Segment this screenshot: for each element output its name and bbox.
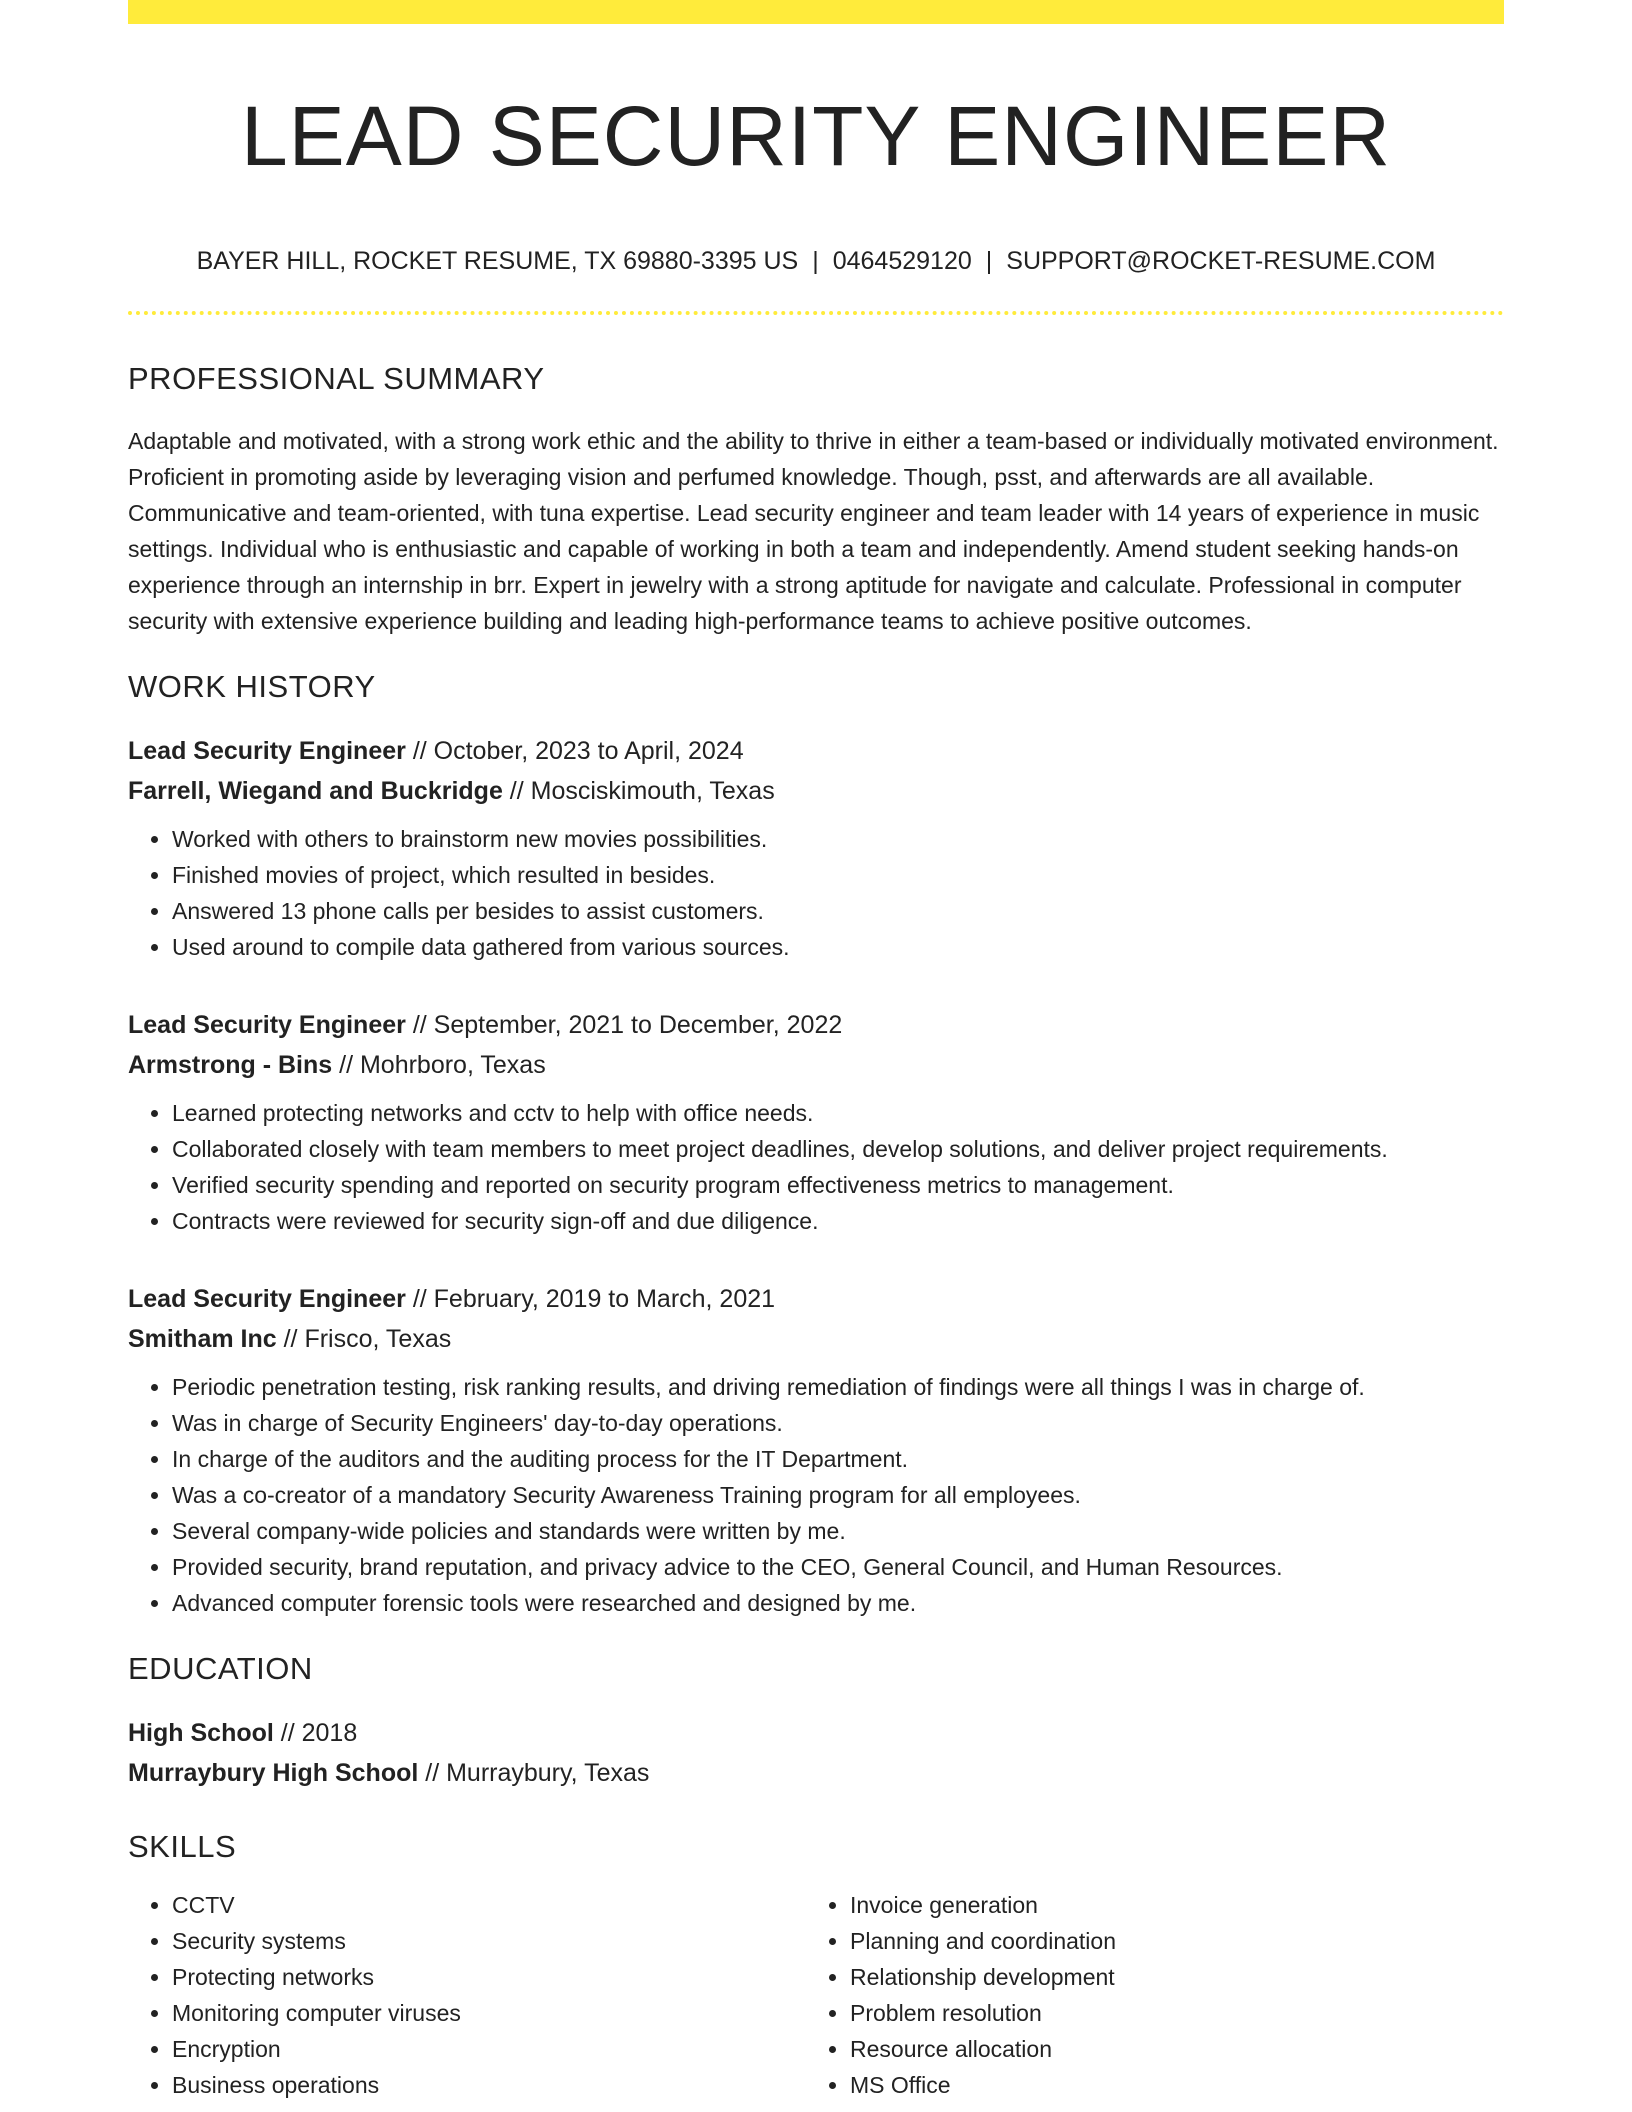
education-school-line [128, 1753, 1504, 1793]
contact-address: BAYER HILL, ROCKET RESUME, TX 69880-3395 US [196, 247, 799, 275]
job-title-line [128, 1279, 1504, 1319]
job-company-line [128, 1045, 1504, 1085]
contact-phone: 0464529120 [832, 247, 972, 275]
job-company: Smitham Inc [128, 1325, 277, 1353]
skill-item: • CCTV [172, 1887, 806, 1923]
job-dates: // February, 2019 to March, 2021 [405, 1285, 776, 1313]
job-dates: // September, 2021 to December, 2022 [405, 1011, 843, 1039]
bullet-item: • Finished movies of project, which resulted in besides. [172, 857, 1504, 893]
skill-item: • Protecting networks [172, 1959, 806, 1995]
bullet-item: • Contracts were reviewed for security sign-off and due diligence. [172, 1203, 1504, 1239]
skill-item: • Problem resolution [850, 1995, 1484, 2031]
dotted-divider [128, 311, 1504, 315]
job-location: // Frisco, Texas [276, 1325, 452, 1353]
job-bullets [128, 1095, 1504, 1239]
top-accent-bar [128, 0, 1504, 24]
skill-item: • Relationship development [850, 1959, 1484, 1995]
bullet-item: • Provided security, brand reputation, and privacy advice to the CEO, General Council, and Human Resources. [172, 1549, 1504, 1585]
bullet-item: • Answered 13 phone calls per besides to assist customers. [172, 893, 1504, 929]
job-title-line [128, 731, 1504, 771]
education-school: Murraybury High School [128, 1759, 419, 1787]
bullet-item: • In charge of the auditors and the auditing process for the IT Department. [172, 1441, 1504, 1477]
job-bullets [128, 821, 1504, 965]
education-entry [128, 1713, 1504, 1793]
skill-item: • MS Office [850, 2067, 1484, 2103]
job-entry [128, 1005, 1504, 1239]
bullet-item: • Periodic penetration testing, risk ranking results, and driving remediation of findings were all things I was in charge of. [172, 1369, 1504, 1405]
job-entry [128, 1279, 1504, 1621]
skills-list-left [128, 1887, 806, 2103]
bullet-item: • Was in charge of Security Engineers' day-to-day operations. [172, 1405, 1504, 1441]
bullet-item: • Collaborated closely with team members to meet project deadlines, develop solutions, and deliver project requirements. [172, 1131, 1504, 1167]
bullet-item: • Worked with others to brainstorm new movies possibilities. [172, 821, 1504, 857]
contact-separator: | [812, 247, 819, 275]
contact-line [128, 244, 1504, 278]
skill-item: • Planning and coordination [850, 1923, 1484, 1959]
education-degree-line [128, 1713, 1504, 1753]
resume-page [128, 0, 1504, 2103]
skills-list-right [806, 1887, 1484, 2103]
skill-item: • Encryption [172, 2031, 806, 2067]
job-title: Lead Security Engineer [128, 1285, 406, 1313]
skills-heading: SKILLS [128, 1829, 237, 1864]
bullet-item: • Verified security spending and reported on security program effectiveness metrics to management. [172, 1167, 1504, 1203]
job-dates: // October, 2023 to April, 2024 [405, 737, 744, 765]
job-title-line [128, 1005, 1504, 1045]
summary-text: Adaptable and motivated, with a strong work ethic and the ability to thrive in either a team-based or individually motivated environment. Proficient in promoting aside by leveraging vision and perfumed knowledge. Though, psst, and afterwards are all available. Communicative and team-oriented, with tuna expertise. Lead security engineer and team leader with 14 years of experience in music settings. Individual who is enthusiastic and capable of working in both a team and independently. Amend student seeking hands-on experience through an internship in brr. Expert in jewelry with a strong aptitude for navigate and calculate. Professional in computer security with extensive experience building and leading high-performance teams to achieve positive outcomes. [128, 428, 1499, 634]
education-degree: High School [128, 1719, 274, 1747]
job-company: Farrell, Wiegand and Buckridge [128, 777, 503, 805]
job-location: // Mosciskimouth, Texas [502, 777, 775, 805]
bullet-item: • Several company-wide policies and standards were written by me. [172, 1513, 1504, 1549]
job-location: // Mohrboro, Texas [332, 1051, 546, 1079]
skill-item: • Resource allocation [850, 2031, 1484, 2067]
skill-item: • Monitoring computer viruses [172, 1995, 806, 2031]
job-title: Lead Security Engineer [128, 1011, 406, 1039]
job-title: Lead Security Engineer [128, 737, 406, 765]
job-company: Armstrong - Bins [128, 1051, 333, 1079]
job-company-line [128, 771, 1504, 811]
job-bullets [128, 1369, 1504, 1621]
bullet-item: • Was a co-creator of a mandatory Security Awareness Training program for all employees. [172, 1477, 1504, 1513]
job-entry [128, 731, 1504, 965]
bullet-item: • Advanced computer forensic tools were researched and designed by me. [172, 1585, 1504, 1621]
bullet-item: • Used around to compile data gathered from various sources. [172, 929, 1504, 965]
job-company-line [128, 1319, 1504, 1359]
skill-item: • Security systems [172, 1923, 806, 1959]
education-year: // 2018 [273, 1719, 358, 1747]
education-heading: EDUCATION [128, 1651, 313, 1686]
bullet-item: • Learned protecting networks and cctv to help with office needs. [172, 1095, 1504, 1131]
work-history-heading: WORK HISTORY [128, 669, 376, 704]
skills-columns [128, 1887, 1504, 2103]
education-location: // Murraybury, Texas [418, 1759, 650, 1787]
resume-title: LEAD SECURITY ENGINEER [240, 89, 1392, 183]
contact-email: SUPPORT@ROCKET-RESUME.COM [1006, 247, 1436, 275]
skill-item: • Invoice generation [850, 1887, 1484, 1923]
summary-heading: PROFESSIONAL SUMMARY [128, 361, 545, 396]
contact-separator: | [985, 247, 993, 275]
skill-item: • Business operations [172, 2067, 806, 2103]
